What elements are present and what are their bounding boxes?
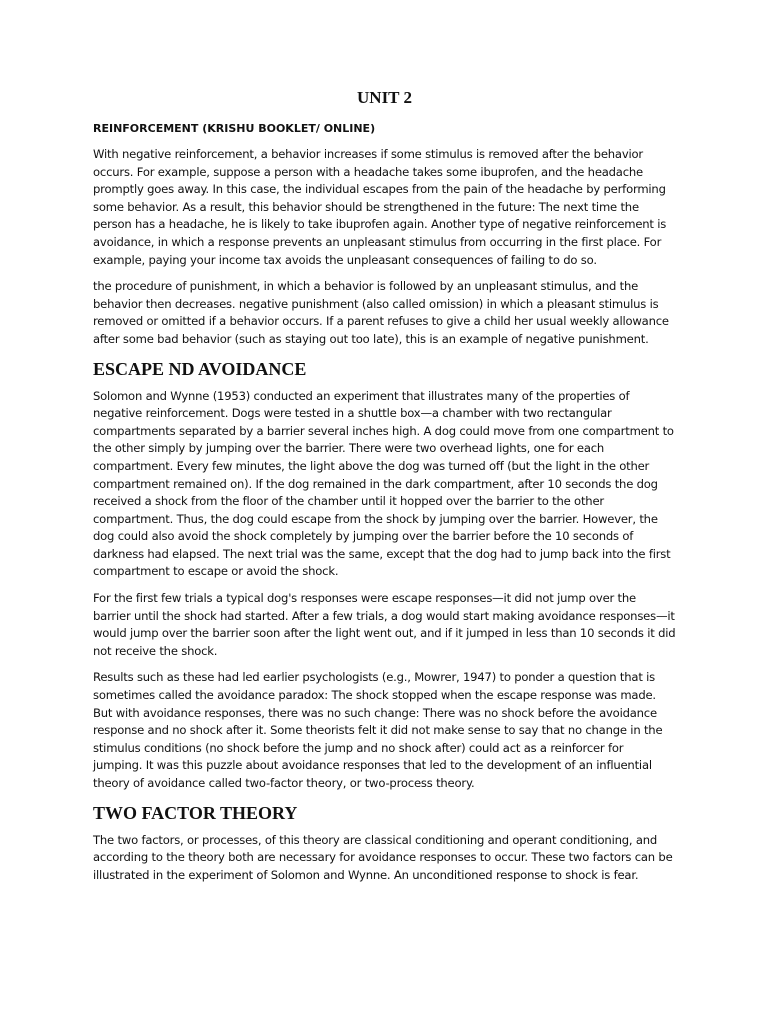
paragraph: Solomon and Wynne (1953) conducted an experiment that illustrates many of the properties of negative reinforcement. Dogs were tested in a shuttle box—a chamber with two rectangular compartments separated by a barrier several inches high. A dog could move from one compartment to the other simply by jumping over the barrier. There were two overhead lights, one for each compartment. Every few minutes, the light above the dog was turned off (but the light in the other compartment remained on). If the dog remained in the dark compartment, after 10 seconds the dog received a shock from the floor of the chamber until it hopped over the barrier to the other compartment. Thus, the dog could escape from the shock by jumping over the barrier. However, the dog could also avoid the shock completely by jumping over the barrier before the 10 seconds of darkness had elapsed. The next trial was the same, except that the dog had to jump back into the first compartment to escape or avoid the shock. [93,388,674,579]
paragraph: Results such as these had led earlier psychologists (e.g., Mowrer, 1947) to ponder a question that is sometimes called the avoidance paradox: The shock stopped when the escape response was made. But with avoidance responses, there was no such change: There was no shock before the avoidance response and no shock after it. Some theorists felt it did not make sense to say that no change in the stimulus conditions (no shock before the jump and no shock after) could act as a reinforcer for jumping. It was this puzzle about avoidance responses that led to the development of an influential theory of avoidance called two-factor theory, or two-process theory. [93,670,663,790]
paragraph: With negative reinforcement, a behavior increases if some stimulus is removed after the behavior occurs. For example, suppose a person with a headache takes some ibuprofen, and the headache promptly goes away. In this case, the individual escapes from the pain of the headache by performing some behavior. As a result, this behavior should be strengthened in the future: The next time the person has a headache, he is likely to take ibuprofen again. Another type of negative reinforcement is avoidance, in which a response prevents an unpleasant stimulus from occurring in the first place. For example, paying your income tax avoids the unpleasant consequences of failing to do so. [93,147,667,267]
document-title: UNIT 2 [357,88,412,107]
section-heading: ESCAPE ND AVOIDANCE [93,358,307,379]
paragraph: For the first few trials a typical dog's responses were escape responses—it did not jump over the barrier until the shock had started. After a few trials, a dog would start making avoidance responses—it would jump over the barrier soon after the light went out, and if it jumped in less than 10 seconds it did not receive the shock. [93,591,676,658]
paragraph: the procedure of punishment, in which a behavior is followed by an unpleasant stimulus, and the behavior then decreases. negative punishment (also called omission) in which a pleasant stimulus is removed or omitted if a behavior occurs. If a parent refuses to give a child her usual weekly allowance after some bad behavior (such as staying out too late), this is an example of negative punishment. [93,279,669,346]
paragraph: The two factors, or processes, of this theory are classical conditioning and operant conditioning, and according to the theory both are necessary for avoidance responses to occur. These two factors can be illustrated in the experiment of Solomon and Wynne. An unconditioned response to shock is fear. [93,832,673,882]
document-subtitle: REINFORCEMENT (KRISHU BOOKLET/ ONLINE) [93,122,376,135]
section-heading: TWO FACTOR THEORY [93,802,298,823]
